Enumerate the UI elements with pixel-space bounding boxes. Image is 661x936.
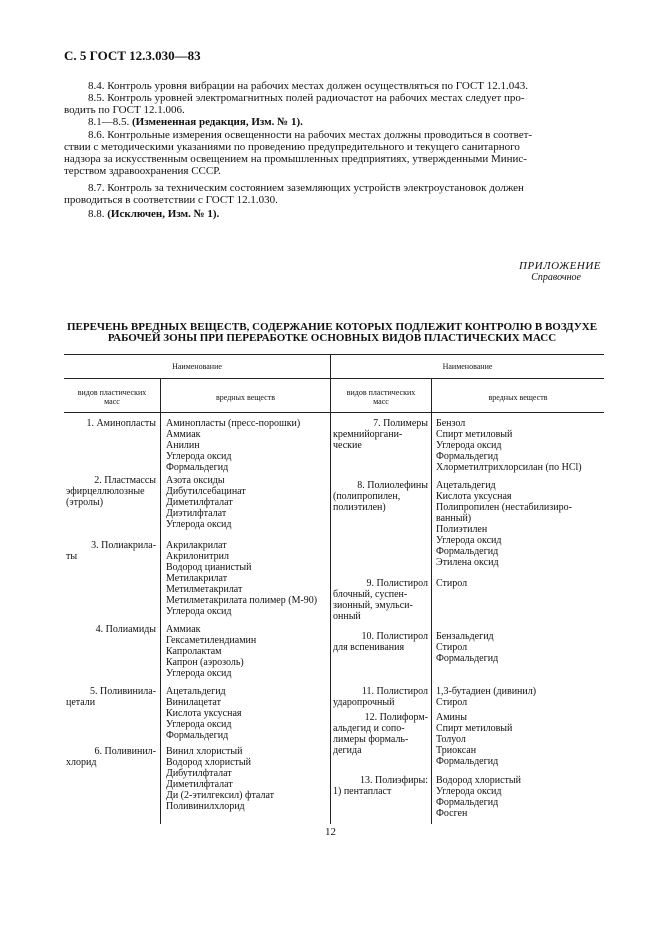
plastic-type-line: кремнийоргани-: [333, 429, 403, 440]
table-title: ПЕРЕЧЕНЬ ВРЕДНЫХ ВЕЩЕСТВ, СОДЕРЖАНИЕ КОТОРЫХ ПОДЛЕЖИТ КОНТРОЛЮ В ВОЗДУХЕ РАБОЧЕЙ ЗОНЫ ПРИ ПЕРЕРАБОТКЕ ОСНОВНЫХ ВИДОВ ПЛАСТИЧЕСКИХ МАСС: [66, 321, 598, 344]
substance-item: Формальдегид: [436, 653, 499, 664]
substance-item: Углерода оксид: [166, 668, 232, 679]
appendix-title: ПРИЛОЖЕНИЕ: [519, 260, 601, 272]
plastic-type-number: 6. Поливинил-: [94, 746, 156, 757]
plastic-type-line: лимеры формаль-: [333, 734, 409, 745]
plastic-type-line: зионный, эмульси-: [333, 600, 413, 611]
substance-item: Ди (2-этилгексил) фталат: [166, 790, 275, 801]
substance-item: Углерода оксид: [166, 519, 232, 530]
substance-item: 1,3-бутадиен (дивинил): [436, 686, 537, 697]
substance-item: Аминопласты (пресс-порошки): [166, 418, 301, 429]
plastic-type-line: альдегид и сопо-: [333, 723, 405, 734]
substance-item: Аммиак: [166, 429, 201, 440]
table-center-divider: [330, 354, 331, 824]
plastic-type-number: 9. Полистирол: [366, 578, 428, 589]
plastic-type-line: ческие: [333, 440, 362, 451]
para-8-7-l2: проводиться в соответствии с ГОСТ 12.1.030.: [64, 194, 278, 206]
plastic-type-number: 3. Полиакрила-: [91, 540, 156, 551]
substance-item: Диметилфталат: [166, 779, 233, 790]
table-left-subdivider: [160, 378, 161, 824]
header-name-left: Наименование: [172, 362, 222, 371]
plastic-type-line: ты: [66, 551, 78, 562]
page-header: С. 5 ГОСТ 12.3.030—83: [64, 48, 201, 63]
para-8-6: 8.6. Контрольные измерения освещенности на рабочих местах должны проводиться в соответ-: [88, 129, 533, 141]
substance-item: Дибутилсебацинат: [166, 486, 246, 497]
substance-item: Хлорметилтрихлорсилан (по HCl): [436, 462, 582, 473]
plastic-type-number: 11. Полистирол: [361, 686, 428, 697]
substance-item: Бензальдегид: [436, 631, 494, 642]
table-top-rule: [64, 354, 604, 355]
substance-item: Формальдегид: [166, 462, 229, 473]
table-header-rule-2: [64, 412, 604, 413]
plastic-type-number: 1. Аминопласты: [86, 418, 156, 429]
substance-item: Азота оксиды: [166, 475, 225, 486]
substance-item: Винил хлористый: [166, 746, 243, 757]
substance-item: Кислота уксусная: [166, 708, 242, 719]
plastic-type-line: полиэтилен): [333, 502, 386, 513]
plastic-type-line: дегида: [333, 745, 362, 756]
plastic-type-number: 13. Полиэфиры:: [360, 775, 428, 786]
para-8-5-cont: водить по ГОСТ 12.1.006.: [64, 104, 185, 116]
header-substances-left: вредных веществ: [216, 393, 275, 402]
substance-item: Ацетальдегид: [436, 480, 496, 491]
plastic-type-line: онный: [333, 611, 361, 622]
substance-item: Формальдегид: [166, 730, 229, 741]
substance-item: Бензол: [436, 418, 466, 429]
para-8-8: 8.8. (Исключен, Изм. № 1).: [88, 208, 220, 220]
plastic-type-line: (полипропилен,: [333, 491, 401, 502]
substance-item: Метилакрилат: [166, 573, 228, 584]
substance-item: Стирол: [436, 697, 468, 708]
substance-item: Формальдегид: [436, 546, 499, 557]
substance-item: Водород хлористый: [436, 775, 521, 786]
plastic-type-number: 7. Полимеры: [373, 418, 428, 429]
plastic-type-number: 8. Полиолефины: [357, 480, 428, 491]
substance-item: Капролактам: [166, 646, 222, 657]
plastic-type-number: 2. Пластмассы: [94, 475, 156, 486]
substance-item: Дибутилфталат: [166, 768, 232, 779]
header-plastics-right: видов пластических масс: [346, 388, 416, 406]
substance-item: Диэтилфталат: [166, 508, 227, 519]
plastic-type-number: 12. Полиформ-: [364, 712, 428, 723]
substance-item: Амины: [436, 712, 467, 723]
substance-item: Углерода оксид: [436, 786, 502, 797]
para-8-6-l3: надзора за искусственным освещением на промышленных предприятиях, утвержденными Минис-: [64, 153, 527, 165]
page-number: 12: [325, 826, 336, 838]
plastic-type-number: 10. Полистирол: [361, 631, 428, 642]
substance-item: Метилметакрилата полимер (М-90): [166, 595, 318, 606]
plastic-type-line: блочный, суспен-: [333, 589, 408, 600]
substance-item: Формальдегид: [436, 756, 499, 767]
plastic-type-line: эфирцеллюлозные: [66, 486, 145, 497]
para-8-1-8-5: 8.1—8.5. (Измененная редакция, Изм. № 1).: [88, 116, 303, 128]
substance-item: Формальдегид: [436, 451, 499, 462]
header-plastics-left: видов пластических масс: [77, 388, 147, 406]
substance-item: Формальдегид: [436, 797, 499, 808]
para-8-4: 8.4. Контроль уровня вибрации на рабочих местах должен осуществляться по ГОСТ 12.1.043.: [88, 80, 529, 92]
substance-item: Стирол: [436, 642, 468, 653]
substance-item: Метилметакрилат: [166, 584, 243, 595]
substance-item: Толуол: [436, 734, 466, 745]
substance-item: Этилена оксид: [436, 557, 499, 568]
substance-item: Спирт метиловый: [436, 429, 513, 440]
substance-item: Акрилакрилат: [166, 540, 227, 551]
substance-item: Углерода оксид: [436, 535, 502, 546]
substance-item: Полипропилен (нестабилизиро-: [436, 502, 572, 513]
substance-item: Акрилонитрил: [166, 551, 229, 562]
substance-item: Диметилфталат: [166, 497, 233, 508]
table-header-rule-1: [64, 378, 604, 379]
substance-item: Аммиак: [166, 624, 201, 635]
substance-item: Гексаметилендиамин: [166, 635, 257, 646]
substance-item: Водород хлористый: [166, 757, 251, 768]
table-right-subdivider: [431, 378, 432, 824]
plastic-type-number: 5. Поливинила-: [90, 686, 156, 697]
substance-item: ванный): [436, 513, 472, 524]
plastic-type-line: цетали: [66, 697, 96, 708]
para-8-6-l2: ствии с методическими указаниями по проведению предупредительного и текущего санитарного: [64, 141, 520, 153]
plastic-type-number: 4. Полиамиды: [95, 624, 156, 635]
substance-item: Винилацетат: [166, 697, 221, 708]
para-8-7: 8.7. Контроль за техническим состоянием заземляющих устройств электроустановок должен: [88, 182, 524, 194]
substance-item: Углерода оксид: [166, 451, 232, 462]
appendix-subtitle: Справочное: [531, 272, 581, 283]
plastic-type-line: ударопрочный: [333, 697, 395, 708]
substance-item: Анилин: [166, 440, 200, 451]
substance-item: Углерода оксид: [166, 719, 232, 730]
substance-item: Фосген: [436, 808, 468, 819]
header-substances-right: вредных веществ: [488, 393, 548, 402]
substance-item: Триоксан: [436, 745, 477, 756]
plastic-type-line: для вспенивания: [333, 642, 405, 653]
substance-item: Поливинилхлорид: [166, 801, 245, 812]
header-name-right: Наименование: [442, 362, 493, 371]
substance-item: Стирол: [436, 578, 468, 589]
substance-item: Капрон (аэрозоль): [166, 657, 244, 668]
substance-item: Углерода оксид: [436, 440, 502, 451]
substance-item: Водород цианистый: [166, 562, 252, 573]
plastic-type-line: (этролы): [66, 497, 104, 508]
substance-item: Ацетальдегид: [166, 686, 226, 697]
para-8-5: 8.5. Контроль уровней электромагнитных полей радиочастот на рабочих местах следует про-: [88, 92, 525, 104]
substance-item: Спирт метиловый: [436, 723, 513, 734]
plastic-type-line: 1) пентапласт: [333, 786, 392, 797]
para-8-6-l4: терством здравоохранения СССР.: [64, 165, 221, 177]
substance-item: Полиэтилен: [436, 524, 488, 535]
plastic-type-line: хлорид: [66, 757, 97, 768]
substance-item: Кислота уксусная: [436, 491, 512, 502]
substance-item: Углерода оксид: [166, 606, 232, 617]
